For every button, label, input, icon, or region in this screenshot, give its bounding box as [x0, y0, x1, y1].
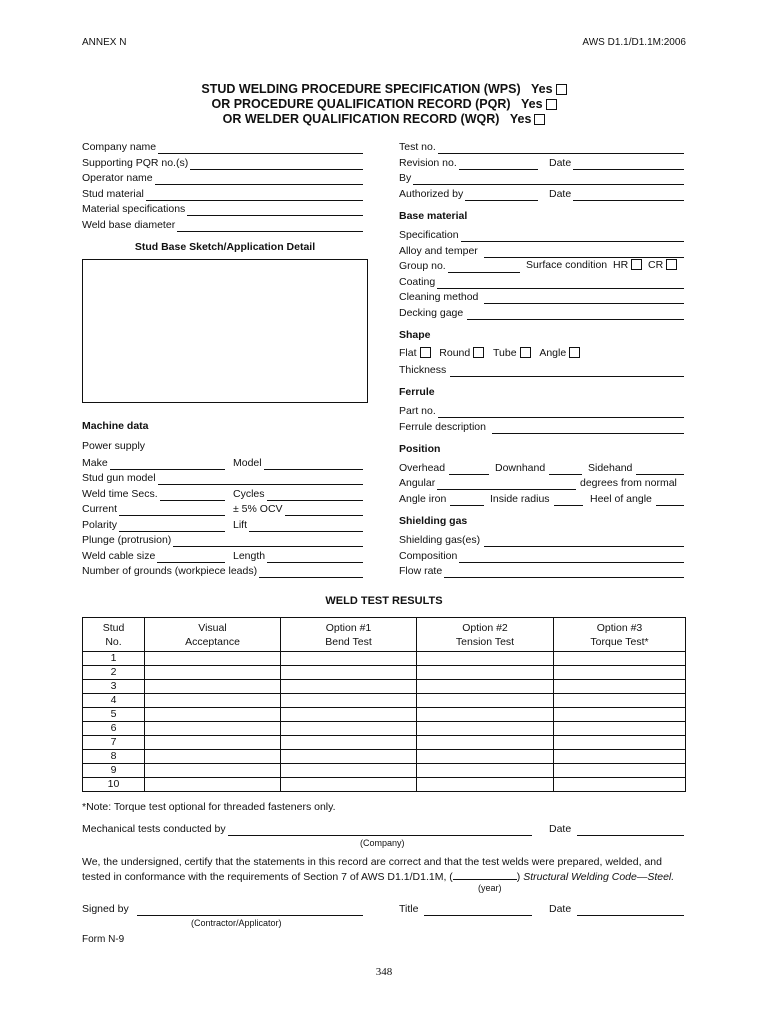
- title-line-1: STUD WELDING PROCEDURE SPECIFICATION (WPS) Yes: [0, 82, 768, 97]
- angle-iron-field[interactable]: Angle iron: [399, 492, 484, 506]
- inside-radius-field[interactable]: Inside radius: [490, 492, 583, 506]
- by-field[interactable]: By: [399, 171, 684, 185]
- signed-date-field[interactable]: Date: [549, 902, 684, 916]
- material-specifications-field[interactable]: Material specifications: [82, 202, 363, 216]
- decking-gage-field[interactable]: Decking gage: [399, 306, 684, 320]
- shape-options: Flat Round Tube Angle: [399, 346, 580, 361]
- weld-base-diameter-field[interactable]: Weld base diameter: [82, 218, 363, 232]
- table-row: 5: [83, 708, 686, 722]
- title-line-2: OR PROCEDURE QUALIFICATION RECORD (PQR) Yes: [0, 97, 768, 112]
- base-material-heading: Base material: [399, 210, 468, 222]
- ferrule-description-field[interactable]: Ferrule description: [399, 420, 684, 434]
- table-row: 3: [83, 680, 686, 694]
- surface-condition: Surface condition HR CR: [526, 258, 677, 273]
- revision-date-field[interactable]: Date: [549, 156, 684, 170]
- cycles-field[interactable]: Cycles: [233, 487, 363, 501]
- coating-field[interactable]: Coating: [399, 275, 684, 289]
- authorized-by-field[interactable]: Authorized by: [399, 187, 538, 201]
- downhand-field[interactable]: Downhand: [495, 461, 582, 475]
- table-row: 10: [83, 778, 686, 792]
- mechanical-tests-field[interactable]: Mechanical tests conducted by: [82, 822, 532, 836]
- annex-label: ANNEX N: [82, 37, 127, 48]
- cr-checkbox[interactable]: [666, 259, 677, 270]
- col-visual-acceptance: Visual Acceptance: [145, 618, 281, 652]
- certification-line-1: We, the undersigned, certify that the statements in this record are correct and that the test welds were prepared, welded, and: [82, 856, 662, 868]
- table-row: 9: [83, 764, 686, 778]
- year-caption: (year): [478, 883, 502, 893]
- heel-of-angle-field[interactable]: Heel of angle: [590, 492, 684, 506]
- composition-field[interactable]: Composition: [399, 549, 684, 563]
- weld-time-field[interactable]: Weld time Secs.: [82, 487, 225, 501]
- model-field[interactable]: Model: [233, 456, 363, 470]
- operator-name-field[interactable]: Operator name: [82, 171, 363, 185]
- shape-heading: Shape: [399, 329, 431, 341]
- round-checkbox[interactable]: [473, 347, 484, 358]
- stud-material-field[interactable]: Stud material: [82, 187, 363, 201]
- flat-checkbox[interactable]: [420, 347, 431, 358]
- make-field[interactable]: Make: [82, 456, 225, 470]
- table-row: 4: [83, 694, 686, 708]
- thickness-field[interactable]: Thickness: [399, 363, 684, 377]
- title-line-3: OR WELDER QUALIFICATION RECORD (WQR) Yes: [0, 112, 768, 127]
- company-caption: (Company): [360, 838, 405, 848]
- contractor-caption: (Contractor/Applicator): [191, 918, 282, 928]
- stud-base-sketch-box[interactable]: [82, 259, 368, 403]
- standard-label: AWS D1.1/D1.1M:2006: [582, 37, 686, 48]
- signed-by-field[interactable]: Signed by: [82, 902, 363, 916]
- flow-rate-field[interactable]: Flow rate: [399, 564, 684, 578]
- table-row: 6: [83, 722, 686, 736]
- certification-line-2: tested in conformance with the requirements of Section 7 of AWS D1.1/D1.1M, ( ) Structural Welding Code—Steel.: [82, 871, 675, 883]
- weld-cable-size-field[interactable]: Weld cable size: [82, 549, 225, 563]
- table-row: 8: [83, 750, 686, 764]
- tube-checkbox[interactable]: [520, 347, 531, 358]
- year-field[interactable]: [453, 869, 517, 880]
- length-field[interactable]: Length: [233, 549, 363, 563]
- lift-field[interactable]: Lift: [233, 518, 363, 532]
- torque-note: *Note: Torque test optional for threaded fasteners only.: [82, 801, 336, 813]
- weld-test-results-heading: WELD TEST RESULTS: [325, 595, 443, 607]
- stud-gun-model-field[interactable]: Stud gun model: [82, 471, 363, 485]
- sketch-heading: Stud Base Sketch/Application Detail: [134, 241, 316, 253]
- authorized-date-field[interactable]: Date: [549, 187, 684, 201]
- ocv-field[interactable]: ± 5% OCV: [233, 502, 363, 516]
- degrees-from-normal-label: degrees from normal: [580, 477, 677, 489]
- pqr-yes-checkbox[interactable]: [546, 99, 557, 110]
- ferrule-heading: Ferrule: [399, 386, 435, 398]
- plunge-field[interactable]: Plunge (protrusion): [82, 533, 363, 547]
- test-no-field[interactable]: Test no.: [399, 140, 684, 154]
- form-number: Form N-9: [82, 934, 125, 945]
- col-bend-test: Option #1 Bend Test: [281, 618, 417, 652]
- position-heading: Position: [399, 443, 441, 455]
- hr-checkbox[interactable]: [631, 259, 642, 270]
- weld-test-results-table: [82, 617, 686, 792]
- cleaning-method-field[interactable]: Cleaning method: [399, 290, 684, 304]
- machine-data-heading: Machine data: [82, 420, 149, 432]
- grounds-field[interactable]: Number of grounds (workpiece leads): [82, 564, 363, 578]
- company-name-field[interactable]: Company name: [82, 140, 363, 154]
- revision-no-field[interactable]: Revision no.: [399, 156, 538, 170]
- col-torque-test: Option #3 Torque Test*: [554, 618, 686, 652]
- mechanical-tests-date-field[interactable]: Date: [549, 822, 684, 836]
- wps-yes-checkbox[interactable]: [556, 84, 567, 95]
- current-field[interactable]: Current: [82, 502, 225, 516]
- supporting-pqr-field[interactable]: Supporting PQR no.(s): [82, 156, 363, 170]
- shielding-gas-heading: Shielding gas: [399, 515, 468, 527]
- sidehand-field[interactable]: Sidehand: [588, 461, 684, 475]
- alloy-temper-field[interactable]: Alloy and temper: [399, 244, 684, 258]
- col-tension-test: Option #2 Tension Test: [417, 618, 554, 652]
- col-stud-no: Stud No.: [83, 618, 145, 652]
- part-no-field[interactable]: Part no.: [399, 404, 684, 418]
- table-row: 7: [83, 736, 686, 750]
- angle-checkbox[interactable]: [569, 347, 580, 358]
- wqr-yes-checkbox[interactable]: [534, 114, 545, 125]
- table-row: 2: [83, 666, 686, 680]
- overhead-field[interactable]: Overhead: [399, 461, 489, 475]
- angular-field[interactable]: Angular: [399, 476, 576, 490]
- table-row: 1: [83, 652, 686, 666]
- title-field[interactable]: Title: [399, 902, 532, 916]
- shielding-gases-field[interactable]: Shielding gas(es): [399, 533, 684, 547]
- table-header-row: [83, 618, 686, 652]
- specification-field[interactable]: Specification: [399, 228, 684, 242]
- group-no-field[interactable]: Group no.: [399, 259, 520, 273]
- polarity-field[interactable]: Polarity: [82, 518, 225, 532]
- power-supply-label: Power supply: [82, 440, 146, 452]
- page-number: 348: [375, 966, 393, 978]
